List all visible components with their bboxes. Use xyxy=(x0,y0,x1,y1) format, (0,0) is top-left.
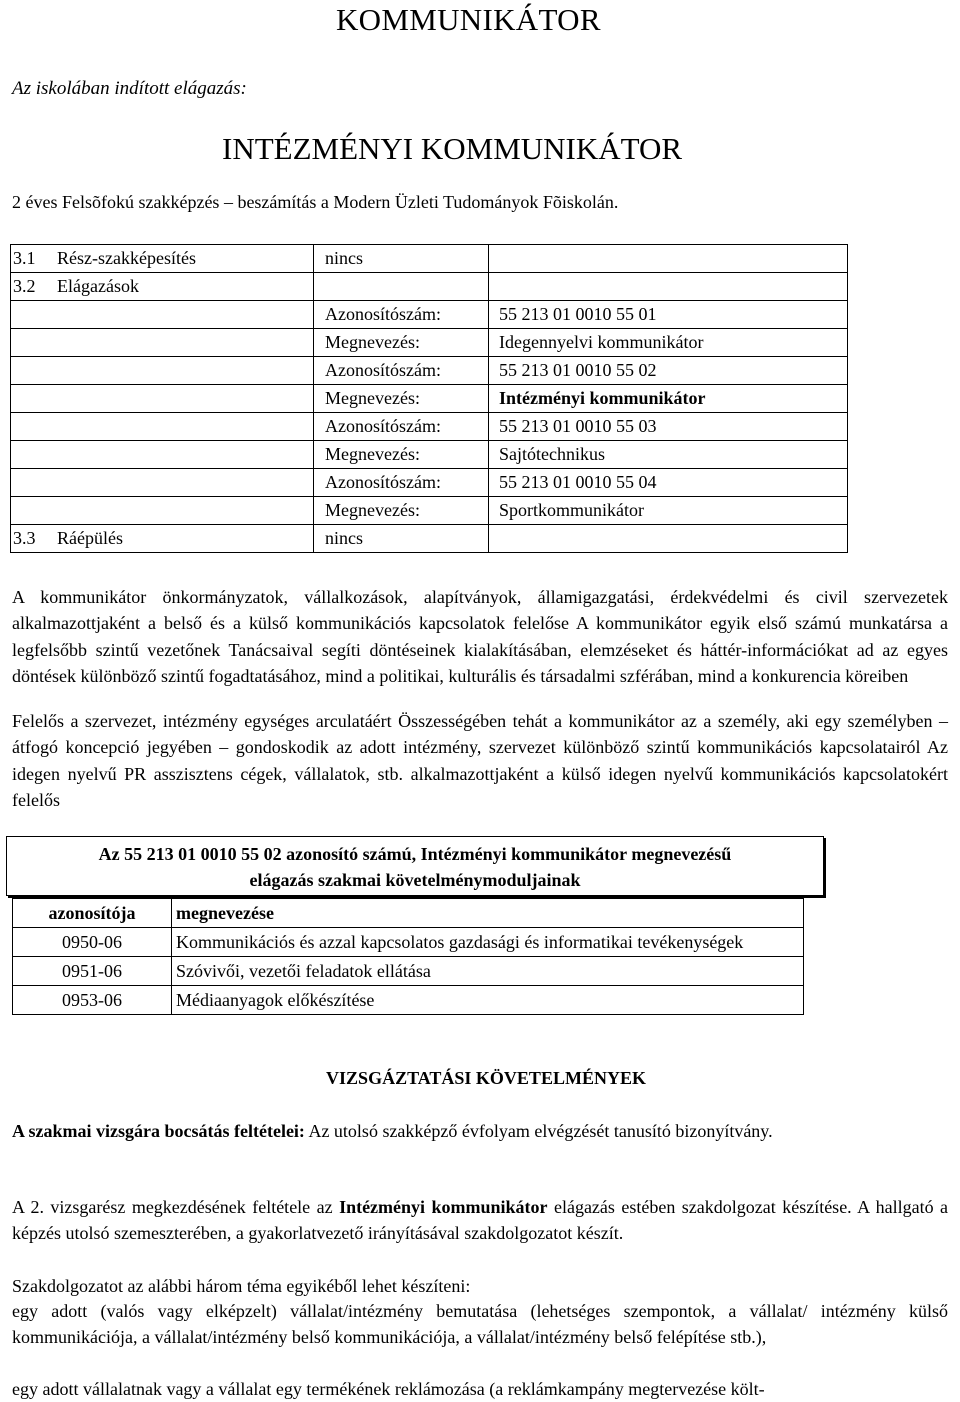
thesis-topic-2: egy adott vállalatnak vagy a vállalat egy termékének reklámozása (a reklámkampány megtervezése költ- xyxy=(12,1379,765,1399)
modules-title-box xyxy=(6,836,824,896)
exam-conditions xyxy=(12,1118,948,1144)
branch-id-label: Azonosítószám: xyxy=(314,469,489,497)
table-row xyxy=(13,928,804,957)
thesis-text-a: A 2. vizsgarész megkezdésének feltétele az xyxy=(12,1197,340,1217)
column-header-name: megnevezése xyxy=(172,899,804,928)
module-name: Kommunikációs és azzal kapcsolatos gazdasági és informatikai tevékenységek xyxy=(172,928,804,957)
modules-title-line-2: elágazás szakmai követelménymoduljainak xyxy=(249,870,581,890)
thesis-text-c: elágazás estében szakdolgozat készítése. A hallgató a képzés utolsó szemeszterében, a gyakorlatvezető irányításával szakdolgozatot készít. xyxy=(12,1197,949,1244)
branch-id-label: Azonosítószám: xyxy=(314,357,489,385)
table-row xyxy=(11,273,848,301)
table-row xyxy=(13,957,804,986)
table-row xyxy=(11,413,848,441)
branch-name-label: Megnevezés: xyxy=(314,385,489,413)
document-title: KOMMUNIKÁTOR xyxy=(336,2,601,37)
branch-id: 55 213 01 0010 55 03 xyxy=(489,413,848,441)
exam-conditions-label: A szakmai vizsgára bocsátás feltételei: xyxy=(12,1121,305,1141)
table-row xyxy=(13,986,804,1015)
row-value: nincs xyxy=(314,245,489,273)
thesis-branch-name: Intézményi kommunikátor xyxy=(339,1197,548,1217)
credit-line: 2 éves Felsõfokú szakképzés – beszámítás a Modern Üzleti Tudományok Fõiskolán. xyxy=(12,192,619,212)
table-row xyxy=(11,385,848,413)
table-row xyxy=(11,357,848,385)
module-name: Szóvivői, vezetői feladatok ellátása xyxy=(172,957,804,986)
table-row xyxy=(11,525,848,553)
table-row xyxy=(11,497,848,525)
branch-id: 55 213 01 0010 55 01 xyxy=(489,301,848,329)
thesis-topic-1: egy adott (valós vagy elképzelt) vállalat/intézmény bemutatása (lehetséges szempontok, a vállalat/ intézmény külső kommunikációja, a vállalat/intézmény belső kommunikációja, a vállalat/intézmény belső felépítése stb.), xyxy=(12,1301,948,1348)
table-row xyxy=(11,469,848,497)
row-number: 3.1 xyxy=(11,245,58,273)
branch-name: Idegennyelvi kommunikátor xyxy=(489,329,848,357)
branch-id-label: Azonosítószám: xyxy=(314,301,489,329)
module-id: 0950-06 xyxy=(13,928,172,957)
branch-name: Sportkommunikátor xyxy=(489,497,848,525)
module-id: 0951-06 xyxy=(13,957,172,986)
modules-title-line-1: Az 55 213 01 0010 55 02 azonosító számú, Intézményi kommunikátor megnevezésű xyxy=(98,844,732,864)
branch-name: Intézményi kommunikátor xyxy=(489,385,848,413)
branch-id: 55 213 01 0010 55 02 xyxy=(489,357,848,385)
thesis-requirement xyxy=(12,1194,948,1247)
table-row xyxy=(11,329,848,357)
branch-id: 55 213 01 0010 55 04 xyxy=(489,469,848,497)
table-row xyxy=(11,441,848,469)
sub-qualification-table xyxy=(10,244,848,553)
branch-id-label: Azonosítószám: xyxy=(314,413,489,441)
branch-name-label: Megnevezés: xyxy=(314,329,489,357)
row-number: 3.3 xyxy=(11,525,58,553)
table-row xyxy=(11,301,848,329)
description-paragraph-2: Felelős a szervezet, intézmény egységes arculatáért Összességében tehát a kommunikátor az a személy, aki egy személyben – átfogó koncepció jegyében – gondoskodik az adott intézmény, szervezet különböző szintű kommunikációs kapcsolatairól Az idegen nyelvű PR asszisztens cégek, vállalatok, stb. alkalmazottjaként a külső idegen nyelvű kommunikációs kapcsolatokért felelős xyxy=(12,711,948,810)
row-name: Rész-szakképesítés xyxy=(57,245,314,273)
table-row xyxy=(11,245,848,273)
row-number: 3.2 xyxy=(11,273,58,301)
row-value: nincs xyxy=(314,525,489,553)
branch-name: Sajtótechnikus xyxy=(489,441,848,469)
branch-title: INTÉZMÉNYI KOMMUNIKÁTOR xyxy=(222,131,683,166)
table-header-row xyxy=(13,899,804,928)
module-name: Médiaanyagok előkészítése xyxy=(172,986,804,1015)
module-id: 0953-06 xyxy=(13,986,172,1015)
branch-name-label: Megnevezés: xyxy=(314,497,489,525)
column-header-id: azonosítója xyxy=(13,899,172,928)
branch-intro: Az iskolában indított elágazás: xyxy=(12,78,247,99)
modules-table xyxy=(12,898,804,1015)
exam-conditions-text: Az utolsó szakképző évfolyam elvégzését tanusító bizonyítvány. xyxy=(304,1121,773,1141)
branch-name-label: Megnevezés: xyxy=(314,441,489,469)
description-paragraph-1: A kommunikátor önkormányzatok, vállalkozások, alapítványok, államigazgatási, érdekvédelmi és civil szervezetek alkalmazottjaként a belső és a külső kommunikációs kapcsolatok felelőse A kommunikátor egyik első számú munkatársa a legfelsőbb szintű vezetőnek Tanácsaival segíti döntéseinek kialakításában, elemzéseket és háttér-információkat ad az egyes döntések különböző szintű fogadtatásához, mind a politikai, kulturális és társadalmi szférában, mind a konkurencia köreiben xyxy=(12,587,948,686)
exam-heading: VIZSGÁZTATÁSI KÖVETELMÉNYEK xyxy=(326,1068,646,1088)
row-name: Ráépülés xyxy=(57,525,314,553)
thesis-topics-intro: Szakdolgozatot az alábbi három téma egyikéből lehet készíteni: xyxy=(12,1276,471,1296)
row-name: Elágazások xyxy=(57,273,314,301)
